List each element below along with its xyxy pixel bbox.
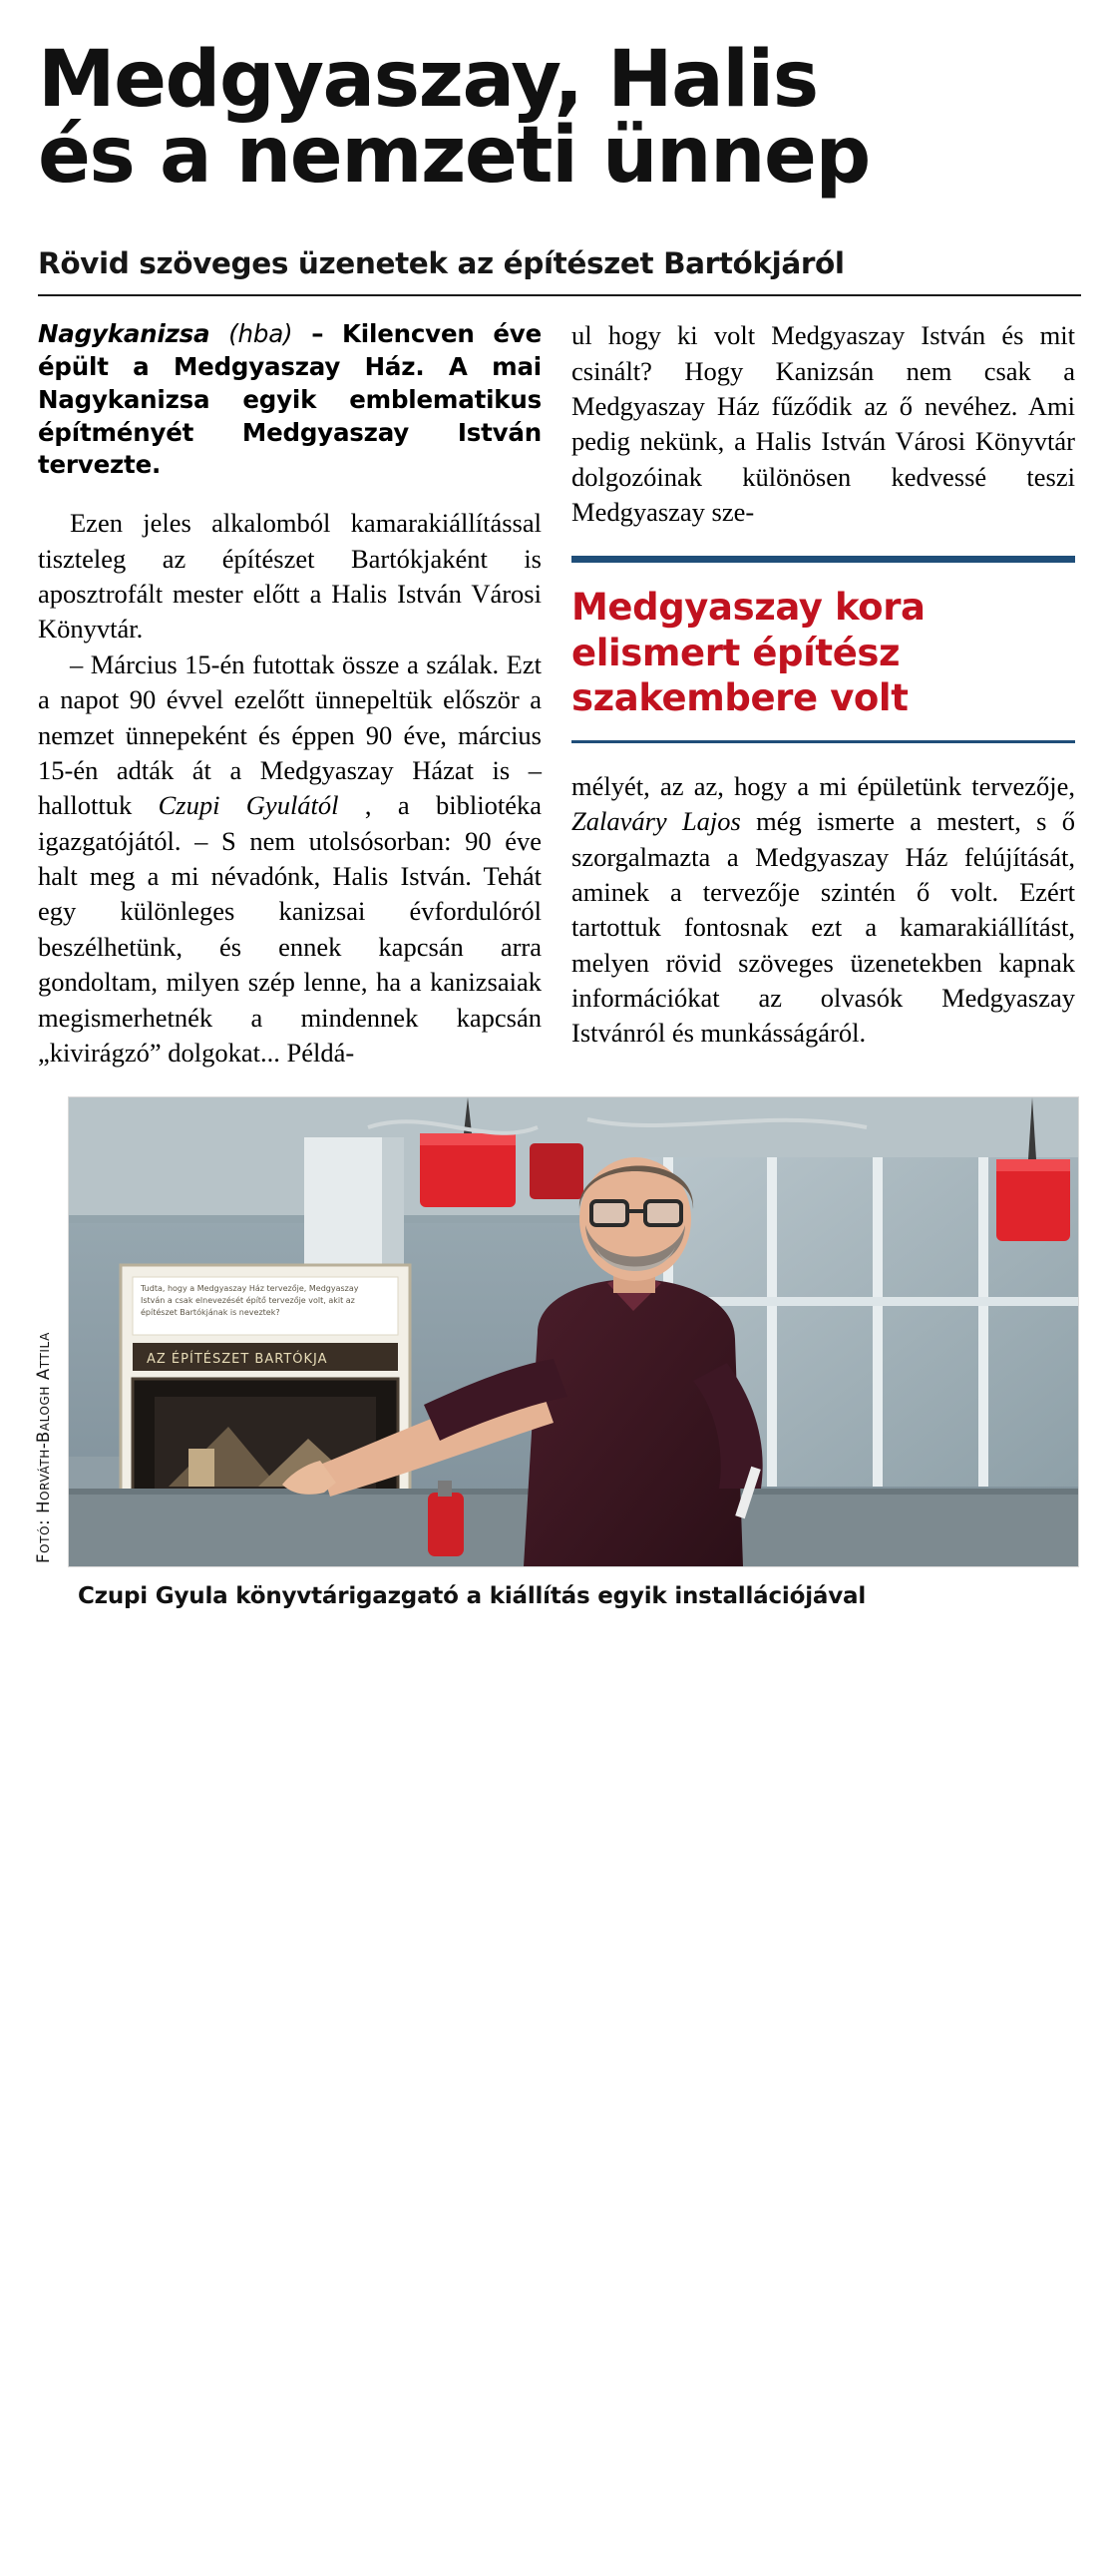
page-title <box>38 35 1081 202</box>
lead-paren: (hba) <box>228 319 293 349</box>
pull-quote: Medgyaszay kora elismert építész szakembere volt <box>571 586 926 719</box>
pullquote-bottom-rule <box>571 740 1075 743</box>
paragraph-2 <box>38 647 542 1072</box>
paragraph-2-part-1: – Március 15-én futottak össze a szálak. Ezt a napot 90 évvel ezelőtt ünnepeltük először a nemzet ünnepeként és éppen 90 éve, március 15-én adták át a Medgyaszay Házat is – hallottuk <box>38 648 542 821</box>
paragraph-4-italic: Zalaváry Lajos <box>571 806 741 837</box>
paragraph-4 <box>571 769 1075 1052</box>
paragraph-2-part-2: , a bibliotéka igazgatójától. <box>38 790 542 856</box>
article-lead <box>38 318 542 482</box>
paragraph-1: Ezen jeles alkalomból kamarakiállítással tiszteleg az építészet Bartókjaként is aposztrofált mester előtt a Halis István Városi Könyvtár. <box>38 508 542 644</box>
article-columns <box>38 318 1081 1071</box>
headline-line-1: Medgyaszay, Halis <box>38 35 818 125</box>
paragraph-4-part-1: mélyét, az az, hogy a mi épületünk tervezője, <box>571 770 1075 801</box>
article-photo <box>68 1096 1079 1567</box>
right-body-top <box>571 318 1075 530</box>
left-column <box>38 318 542 1071</box>
right-body-bottom <box>571 769 1075 1052</box>
newspaper-article-page <box>0 35 1119 2576</box>
paragraph-3: ul hogy ki volt Medgyaszay István és mit csinált? Hogy Kanizsán nem csak a Medgyaszay Ház fűződik az ő nevéhez. Ami pedig nekünk, a Halis István Városi Könyvtár dolgozóinak különösen kedvessé teszi Medgyaszay sze- <box>571 320 1075 527</box>
article-subhead: Rövid szöveges üzenetek az építészet Bartókjáról <box>38 246 845 281</box>
svg-text:Tudta, hogy a Medgyaszay Ház t: Tudta, hogy a Medgyaszay Ház tervezője, Medgyaszay <box>141 1284 359 1294</box>
pullquote-top-rule <box>571 556 1075 563</box>
photo-caption: Czupi Gyula könyvtárigazgató a kiállítás egyik installációjával <box>78 1583 866 1610</box>
lead-place: Nagykanizsa <box>38 319 210 349</box>
headline-line-2: és a nemzeti ünnep <box>38 111 870 202</box>
paragraph-2-italic: Czupi Gyulától <box>158 790 365 821</box>
photo-illustration <box>69 1097 1078 1566</box>
lead-text: – Kilencven éve épült a Medgyaszay Ház. A mai Nagykanizsa egyik emblematikus építményét Medgyaszay István tervezte. <box>38 319 542 480</box>
photo-credit: Fotó: Horváth-Balogh Attila <box>34 1332 53 1564</box>
right-column <box>571 318 1075 1071</box>
paragraph-4-part-2: még ismerte a mestert, s ő szorgalmazta a Medgyaszay Ház felújítását, aminek a tervezője szintén ő volt. Ezért tartottuk fontosnak ezt a kamarakiállítást, melyen rövid szöveges üzenetekben kapnak információkat az olvasók Medgyaszay Istvánról és munkásságáról. <box>571 806 1076 1049</box>
photo-block <box>34 1096 1081 1567</box>
header-divider <box>38 294 1081 296</box>
left-body-text <box>38 506 542 1071</box>
svg-text:építészet Bartókjának is nevez: építészet Bartókjának is neveztek? <box>141 1308 280 1318</box>
svg-text:István a csak elnevezését épít: István a csak elnevezését építő tervezője volt, akit az <box>141 1296 355 1306</box>
exhibition-panel <box>121 1265 410 1524</box>
photo-credit-rail <box>34 1096 68 1567</box>
svg-text:AZ ÉPÍTÉSZET BARTÓKJA: AZ ÉPÍTÉSZET BARTÓKJA <box>147 1352 328 1368</box>
paragraph-2-part-3: – S nem utolsósorban: 90 éve halt meg a mi névadónk, Halis István. Tehát egy különleges kanizsai évfordulóról beszélhetünk, és ennek kapcsán arra gondoltam, milyen szép lenne, ha a kanizsaiak megismerhetnék a mindennek kapcsán „kivirágzó” dolgokat... Példá- <box>38 825 542 1068</box>
